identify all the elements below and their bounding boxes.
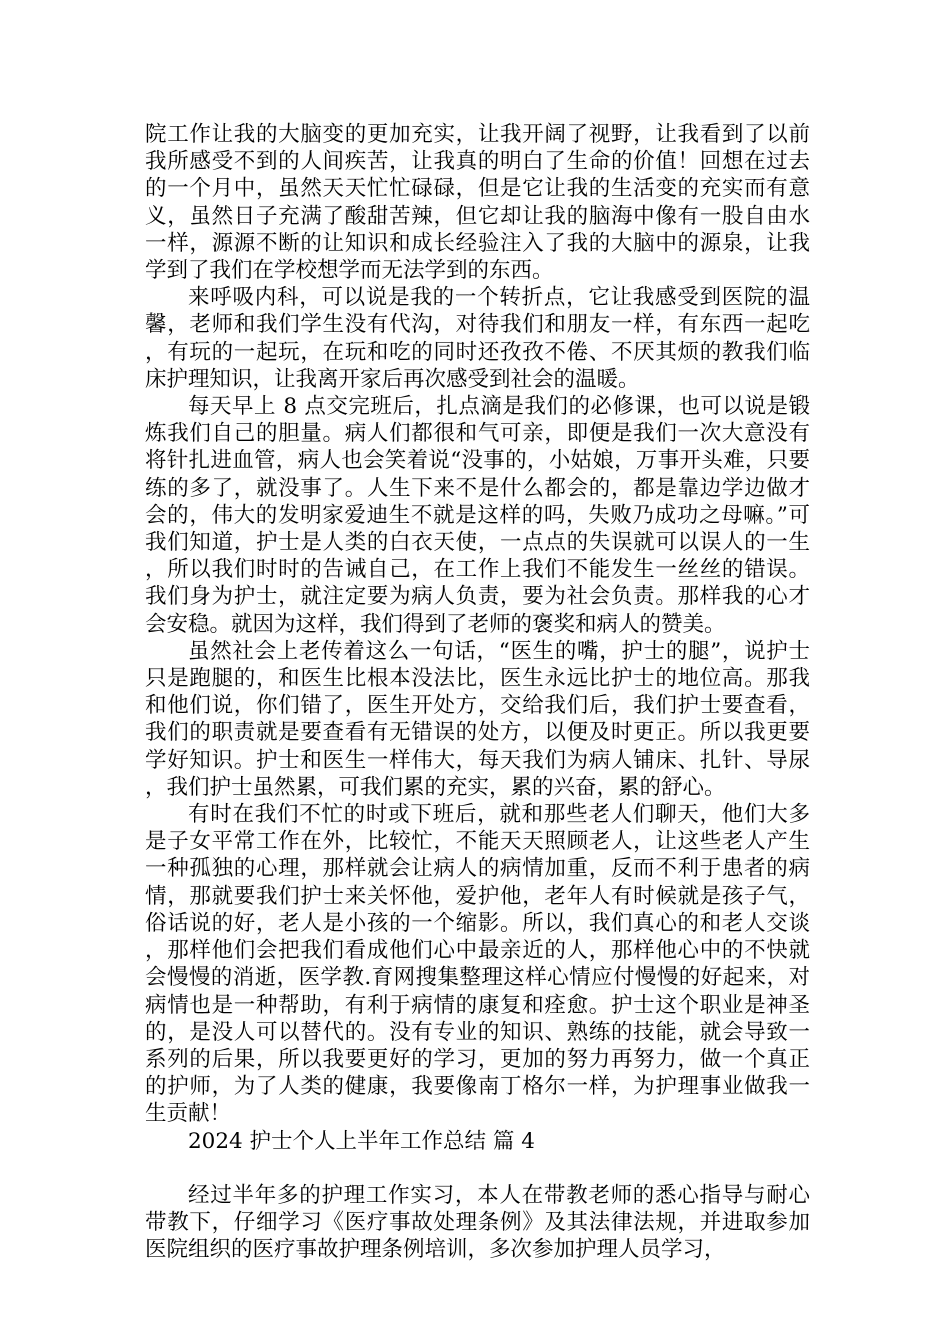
paragraph-5: 有时在我们不忙的时或下班后，就和那些老人们聊天，他们大多是子女平常工作在外，比较忙，不能天天照顾老人，让这些老人产生一种孤独的心理，那样就会让病人的病情加重，反而不利于患者的病情，那就要我们护士来关怀他，爱护他，老年人有时候就是孩子气，俗话说的好，老人是小孩的一个缩影。所以，我们真心的和老人交谈，那样他们会把我们看成他们心中最亲近的人，那样他心中的不快就会慢慢的消逝，医学教.育网搜集整理这样心情应付慢慢的好起来，对病情也是一种帮助，有利于病情的康复和痊愈。护士这个职业是神圣的，是没人可以替代的。没有专业的知识、熟练的技能，就会导致一系列的后果，所以我要更好的学习，更加的努力再努力，做一个真正的护师，为了人类的健康，我要像南丁格尔一样，为护理事业做我一生贡献！ — [145, 802, 810, 1127]
paragraph-2: 来呼吸内科，可以说是我的一个转折点，它让我感受到医院的温馨，老师和我们学生没有代沟，对待我们和朋友一样，有东西一起吃，有玩的一起玩，在玩和吃的同时还孜孜不倦、不厌其烦的教我们临床护理知识，让我离开家后再次感受到社会的温暖。 — [145, 285, 810, 392]
paragraph-1: 院工作让我的大脑变的更加充实，让我开阔了视野，让我看到了以前我所感受不到的人间疾苦，让我真的明白了生命的价值！回想在过去的一个月中，虽然天天忙忙碌碌，但是它让我的生活变的充实而有意义，虽然日子充满了酸甜苦辣，但它却让我的脑海中像有一股自由水一样，源源不断的让知识和成长经验注入了我的大脑中的源泉，让我学到了我们在学校想学而无法学到的东西。 — [145, 122, 810, 284]
section-spacer — [145, 1155, 810, 1182]
closing-paragraph: 经过半年多的护理工作实习，本人在带教老师的悉心指导与耐心带教下，仔细学习《医疗事故处理条例》及其法律法规，并进取参加医院组织的医疗事故护理条例培训，多次参加护理人员学习， — [145, 1182, 810, 1263]
document-page — [145, 121, 810, 1263]
section-heading: 2024 护士个人上半年工作总结 篇 4 — [188, 1128, 535, 1154]
paragraph-3: 每天早上 8 点交完班后，扎点滴是我们的必修课，也可以说是锻炼我们自己的胆量。病人们都很和气可亲，即便是我们一次大意没有将针扎进血管，病人也会笑着说“没事的，小姑娘，万事开头难，只要练的多了，就没事了。人生下来不是什么都会的，都是靠边学边做才会的，伟大的发明家爱迪生不就是这样的吗，失败乃成功之母嘛。”可我们知道，护士是人类的白衣天使，一点点的失误就可以误人的一生，所以我们时时的告诫自己，在工作上我们不能发生一丝丝的错误。我们身为护士，就注定要为病人负责，要为社会负责。那样我的心才会安稳。就因为这样，我们得到了老师的褒奖和病人的赞美。 — [145, 394, 810, 637]
paragraph-4: 虽然社会上老传着这么一句话，“医生的嘴，护士的腿”，说护士只是跑腿的，和医生比根本没法比，医生永远比护士的地位高。那我和他们说，你们错了，医生开处方，交给我们后，我们护士要查看，我们的职责就是要查看有无错误的处方，以便及时更正。所以我更要学好知识。护士和医生一样伟大，每天我们为病人铺床、扎针、导尿，我们护士虽然累，可我们累的充实，累的兴奋，累的舒心。 — [145, 638, 810, 800]
